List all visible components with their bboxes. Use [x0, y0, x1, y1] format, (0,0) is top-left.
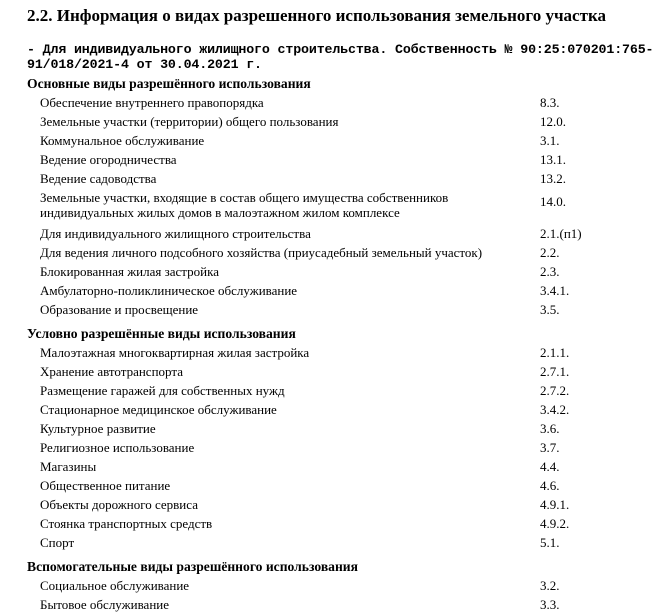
- use-code: 3.4.2.: [540, 402, 570, 417]
- use-code: 2.7.2.: [540, 383, 570, 398]
- list-item: [27, 595, 647, 614]
- use-name: Малоэтажная многоквартирная жилая застройка: [40, 345, 310, 360]
- use-code: 3.5.: [540, 302, 560, 317]
- list-item: [27, 188, 647, 224]
- use-name: Земельные участки, входящие в состав общего имущества собственников индивидуальных жилых домов в малоэтажном жилом комплексе: [40, 190, 449, 220]
- use-code: 14.0.: [540, 194, 566, 209]
- section-title: 2.2. Информация о видах разрешенного использования земельного участка: [27, 6, 606, 25]
- use-code: 2.1.1.: [540, 345, 570, 360]
- list-item: [27, 112, 647, 131]
- list-item: [27, 400, 647, 419]
- use-name: Ведение огородничества: [40, 152, 177, 167]
- use-name: Обеспечение внутреннего правопорядка: [40, 95, 264, 110]
- use-code: 2.1.(п1): [540, 226, 582, 241]
- use-code: 13.2.: [540, 171, 566, 186]
- use-name: Амбулаторно-поликлиническое обслуживание: [40, 283, 298, 298]
- list-item: [27, 150, 647, 169]
- list-item: [27, 93, 647, 112]
- use-name: Размещение гаражей для собственных нужд: [40, 383, 285, 398]
- use-name: Для ведения личного подсобного хозяйства (приусадебный земельный участок): [40, 245, 483, 260]
- use-code: 2.2.: [540, 245, 560, 260]
- use-code: 4.9.2.: [540, 516, 570, 531]
- use-code: 2.3.: [540, 264, 560, 279]
- use-name: Коммунальное обслуживание: [40, 133, 205, 148]
- list-item: [27, 300, 647, 319]
- use-code: 2.7.1.: [540, 364, 570, 379]
- use-name: Объекты дорожного сервиса: [40, 497, 198, 512]
- use-code: 4.4.: [540, 459, 560, 474]
- list-item: [27, 419, 647, 438]
- list-item: [27, 362, 647, 381]
- use-code: 3.4.1.: [540, 283, 570, 298]
- use-code: 8.3.: [540, 95, 560, 110]
- use-name: Стационарное медицинское обслуживание: [40, 402, 277, 417]
- use-code: 3.1.: [540, 133, 560, 148]
- list-item: [27, 576, 647, 595]
- use-name: Стоянка транспортных средств: [40, 516, 213, 531]
- use-code: 4.9.1.: [540, 497, 570, 512]
- use-code: 3.2.: [540, 578, 560, 593]
- use-name: Культурное развитие: [40, 421, 156, 436]
- use-code: 5.1.: [540, 535, 560, 550]
- land-use-list: [27, 74, 647, 614]
- use-name: Магазины: [40, 459, 97, 474]
- list-item: [27, 495, 647, 514]
- use-code: 3.7.: [540, 440, 560, 455]
- list-item: [27, 533, 647, 552]
- use-name: Образование и просвещение: [40, 302, 199, 317]
- use-name: Спорт: [40, 535, 75, 550]
- use-code: 4.6.: [540, 478, 560, 493]
- section-heading-conditional: Условно разрешённые виды использования: [27, 326, 296, 341]
- list-item: [27, 131, 647, 150]
- list-item: [27, 262, 647, 281]
- use-code: 3.3.: [540, 597, 560, 612]
- use-name: Хранение автотранспорта: [40, 364, 183, 379]
- use-name: Блокированная жилая застройка: [40, 264, 219, 279]
- use-name: Социальное обслуживание: [40, 578, 190, 593]
- section-heading-auxiliary: Вспомогательные виды разрешённого использования: [27, 559, 358, 574]
- use-name: Ведение садоводства: [40, 171, 157, 186]
- use-name: Религиозное использование: [40, 440, 195, 455]
- list-item: [27, 438, 647, 457]
- list-item: [27, 281, 647, 300]
- list-item: [27, 224, 647, 243]
- use-code: 12.0.: [540, 114, 566, 129]
- list-item: [27, 343, 647, 362]
- list-item: [27, 514, 647, 533]
- use-name: Земельные участки (территории) общего пользования: [40, 114, 339, 129]
- list-item: [27, 457, 647, 476]
- list-item: [27, 169, 647, 188]
- use-code: 13.1.: [540, 152, 566, 167]
- use-code: 3.6.: [540, 421, 560, 436]
- list-item: [27, 381, 647, 400]
- use-name: Бытовое обслуживание: [40, 597, 169, 612]
- list-item: [27, 243, 647, 262]
- land-use-subtitle: - Для индивидуального жилищного строительства. Собственность № 90:25:070201:765-91/018/2021-4 от 30.04.2021 г.: [27, 42, 654, 72]
- use-name: Для индивидуального жилищного строительства: [40, 226, 311, 241]
- use-name: Общественное питание: [40, 478, 171, 493]
- list-item: [27, 476, 647, 495]
- section-heading-main: Основные виды разрешённого использования: [27, 76, 311, 91]
